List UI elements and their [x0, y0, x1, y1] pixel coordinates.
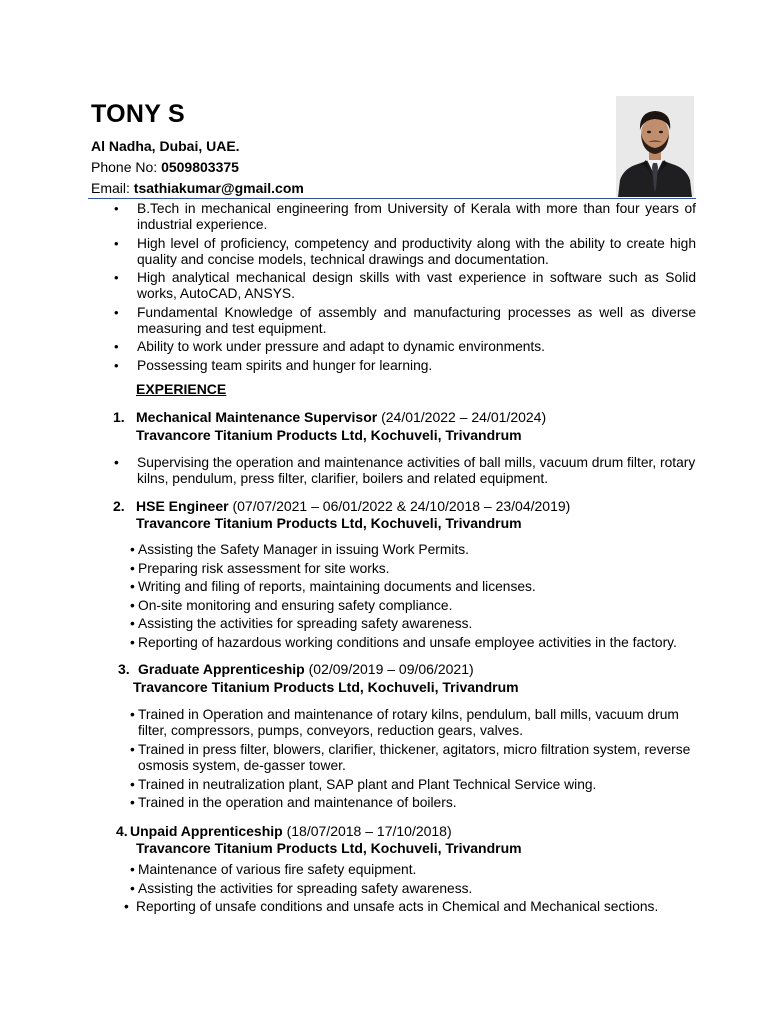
profile-photo: [616, 96, 694, 197]
job-dates: (18/07/2018 – 17/10/2018): [282, 823, 452, 839]
header-divider: [88, 198, 696, 199]
job-heading: [116, 822, 452, 840]
duty-item: • Preparing risk assessment for site works.: [130, 560, 390, 576]
phone-label: Phone No:: [91, 159, 162, 175]
bullet-icon: •: [130, 597, 135, 613]
job-title: HSE Engineer: [136, 498, 229, 514]
duty-item: • Assisting the activities for spreading safety awareness.: [130, 616, 473, 632]
address: Al Nadha, Dubai, UAE.: [91, 138, 240, 154]
duty-item: • Trained in the operation and maintenance of boilers.: [130, 795, 457, 811]
summary-list: [112, 201, 696, 376]
bullet-icon: •: [114, 304, 119, 320]
job-heading: [113, 497, 570, 515]
job-dates: (07/07/2021 – 06/01/2022 & 24/10/2018 – 23/04/2019): [228, 498, 571, 514]
job-title: Mechanical Maintenance Supervisor: [136, 409, 378, 425]
job-number: 3.: [118, 661, 130, 677]
bullet-icon: •: [124, 899, 129, 915]
duty-item: • On-site monitoring and ensuring safety compliance.: [130, 597, 453, 613]
summary-item: • B.Tech in mechanical engineering from University of Kerala with more than four years of industrial experience.: [114, 201, 696, 233]
duty-item: • Trained in press filter, blowers, clarifier, thickener, agitators, micro filtration system, reverse osmosis system, de-gasser tower.: [130, 741, 691, 774]
job-heading: [118, 660, 474, 678]
bullet-icon: •: [130, 560, 135, 576]
job-number: 4.: [116, 823, 128, 839]
duty-item: • Assisting the activities for spreading safety awareness.: [130, 880, 473, 896]
summary-item: • Ability to work under pressure and adapt to dynamic environments.: [114, 339, 545, 355]
duty-item: • Writing and filing of reports, maintaining documents and licenses.: [130, 579, 536, 595]
summary-item: • Possessing team spirits and hunger for learning.: [114, 357, 433, 373]
summary-item: • High level of proficiency, competency and productivity along with the ability to create high quality and concise models, technical drawings and documentation.: [114, 235, 696, 267]
bullet-icon: •: [114, 201, 119, 216]
job-duties-list: [130, 542, 700, 654]
job-title: Graduate Apprenticeship: [138, 661, 305, 677]
job-dates: (02/09/2019 – 09/06/2021): [304, 661, 474, 677]
duty-item: • Assisting the Safety Manager in issuing Work Permits.: [130, 542, 470, 557]
duty-item: • Reporting of unsafe conditions and unsafe acts in Chemical and Mechanical sections.: [124, 899, 659, 915]
job-duties-list: [112, 455, 696, 488]
job-dates: (24/01/2022 – 24/01/2024): [377, 409, 547, 425]
bullet-icon: •: [114, 339, 119, 355]
duty-item: • Reporting of hazardous working conditions and unsafe employee activities in the factory.: [130, 634, 677, 650]
phone-number: 0509803375: [161, 159, 239, 175]
bullet-icon: •: [130, 776, 135, 792]
bullet-icon: •: [130, 795, 135, 811]
portrait-image: [616, 96, 694, 197]
duty-item: • Maintenance of various fire safety equipment.: [130, 862, 417, 877]
job-title: Unpaid Apprenticeship: [130, 823, 283, 839]
experience-heading: EXPERIENCE: [136, 381, 227, 397]
job-duties-list: [130, 707, 700, 814]
duty-item: • Supervising the operation and maintenance activities of ball mills, vacuum drum filter, rotary kilns, pendulum, press filter, clarifier, boilers and related equipment.: [114, 455, 696, 487]
job-heading: [113, 408, 546, 426]
bullet-icon: •: [114, 357, 119, 373]
bullet-icon: •: [130, 741, 135, 757]
job-company: Travancore Titanium Products Ltd, Kochuveli, Trivandrum: [136, 427, 522, 443]
duty-item: • Trained in neutralization plant, SAP plant and Plant Technical Service wing.: [130, 776, 597, 792]
email-label: Email:: [91, 180, 134, 196]
bullet-icon: •: [114, 455, 119, 470]
job-duties-list: [124, 862, 700, 918]
summary-item: • Fundamental Knowledge of assembly and manufacturing processes as well as diverse measuring and test equipment.: [114, 304, 696, 337]
email-line: [91, 179, 304, 197]
bullet-icon: •: [130, 634, 135, 650]
email-address: tsathiakumar@gmail.com: [133, 180, 304, 196]
bullet-icon: •: [114, 270, 119, 286]
bullet-icon: •: [130, 616, 135, 632]
job-number: 1.: [113, 409, 125, 425]
bullet-icon: •: [130, 880, 135, 896]
phone-line: [91, 158, 239, 176]
job-company: Travancore Titanium Products Ltd, Kochuveli, Trivandrum: [133, 679, 519, 695]
duty-item: • Trained in Operation and maintenance of rotary kilns, pendulum, ball mills, vacuum drum filter, compressors, pumps, conveyors, reduction gears, valves.: [130, 707, 679, 739]
bullet-icon: •: [114, 235, 119, 251]
bullet-icon: •: [130, 707, 135, 722]
summary-item: • High analytical mechanical design skills with vast experience in software such as Solid works, AutoCAD, ANSYS.: [114, 270, 696, 302]
job-number: 2.: [113, 498, 125, 514]
candidate-name: TONY S: [91, 100, 185, 128]
bullet-icon: •: [130, 579, 135, 595]
job-company: Travancore Titanium Products Ltd, Kochuveli, Trivandrum: [136, 515, 522, 531]
bullet-icon: •: [130, 542, 135, 557]
job-company: Travancore Titanium Products Ltd, Kochuveli, Trivandrum: [136, 840, 522, 856]
bullet-icon: •: [130, 862, 135, 877]
